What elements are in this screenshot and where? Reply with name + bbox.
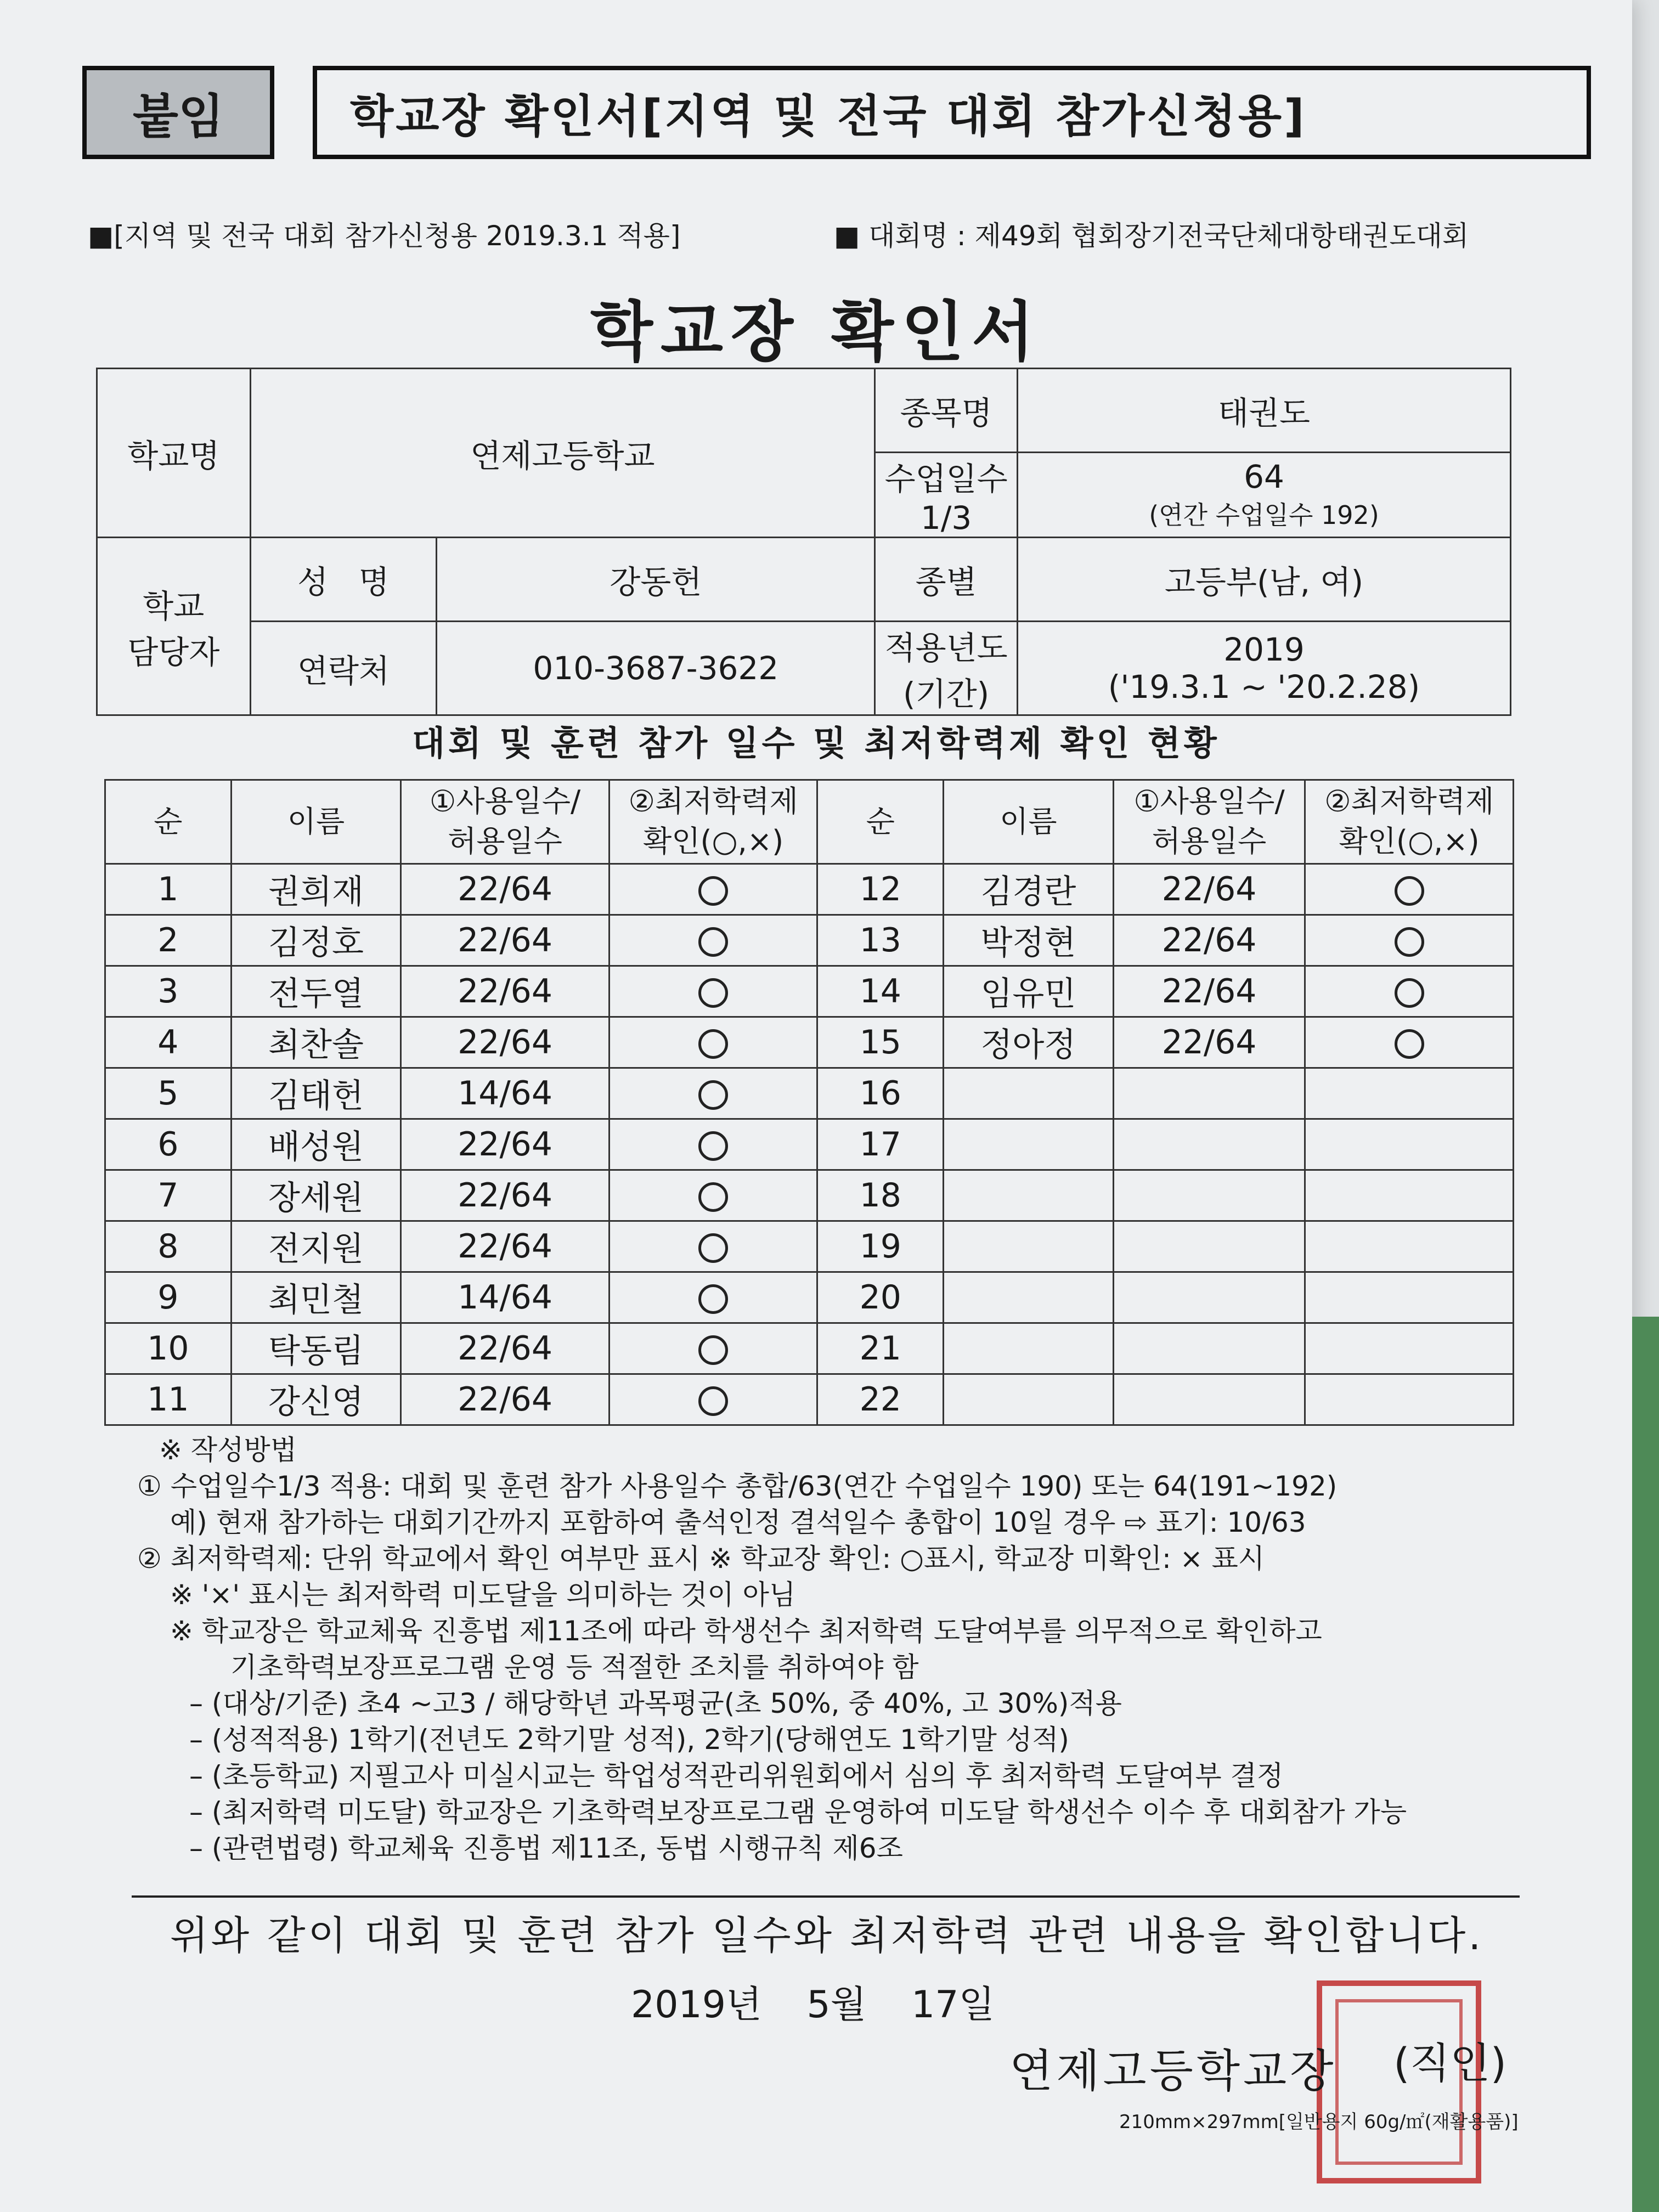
background-edge: [1632, 1317, 1659, 2212]
cell-check: [609, 1221, 817, 1272]
cell-days: 22/64: [401, 1323, 610, 1374]
cell-days: 22/64: [1113, 1017, 1305, 1068]
cell-name: 김경란: [944, 864, 1114, 915]
cell-name: 권희재: [231, 864, 401, 915]
cell-name: 최찬솔: [231, 1017, 401, 1068]
applicability-note: ■[지역 및 전국 대회 참가신청용 2019.3.1 적용]: [88, 220, 681, 252]
contact-label: 연락처: [250, 622, 437, 715]
cell-check: [1305, 1017, 1514, 1068]
header-days-line1: ①사용일수/: [429, 784, 581, 819]
year-label: [875, 622, 1018, 715]
cell-name: 전지원: [231, 1221, 401, 1272]
cell-days: 22/64: [401, 1017, 610, 1068]
roster-header-row: [105, 780, 1514, 864]
cell-check: [609, 966, 817, 1017]
class-days-value: [1018, 453, 1511, 538]
instruction-line: ※ '×' 표시는 최저학력 미도달을 의미하는 것이 아님: [170, 1579, 796, 1611]
circle-mark-icon: [698, 978, 728, 1008]
division-label: 종별: [875, 538, 1018, 622]
instruction-line: 기초학력보장프로그램 운영 등 적절한 조치를 취하여야 함: [230, 1651, 919, 1683]
manager-label-line2: 담당자: [127, 633, 220, 671]
instruction-line: – (초등학교) 지필고사 미실시교는 학업성적관리위원회에서 심의 후 최저학력 도달여부 결정: [189, 1760, 1284, 1792]
instruction-line: 예) 현재 참가하는 대회기간까지 포함하여 출석인정 결석일수 총합이 10일 경우 ⇨ 표기: 10/63: [170, 1506, 1306, 1538]
header-title: 학교장 확인서[지역 및 전국 대회 참가신청용]: [313, 66, 1591, 159]
cell-check: [1305, 864, 1514, 915]
instruction-line: – (대상/기준) 초4 ~고3 / 해당학년 과목평균(초 50%, 중 40%, 고 30%)적용: [189, 1688, 1122, 1719]
participant-roster-table: [104, 779, 1514, 1426]
cell-days: 22/64: [401, 1170, 610, 1221]
cell-name: [944, 1221, 1114, 1272]
cell-name: 김태헌: [231, 1068, 401, 1119]
instruction-line: ※ 학교장은 학교체육 진흥법 제11조에 따라 학생선수 최저학력 도달여부를 의무적으로 확인하고: [170, 1615, 1322, 1647]
cell-check: [1305, 915, 1514, 966]
cell-name: 박정현: [944, 915, 1114, 966]
event-label: 종목명: [875, 369, 1018, 453]
cell-check: [1305, 1221, 1514, 1272]
cell-days: 22/64: [401, 1119, 610, 1170]
table-row: [105, 1323, 1514, 1374]
cell-days: 14/64: [401, 1068, 610, 1119]
cell-check: [609, 1119, 817, 1170]
cell-no: 3: [105, 966, 232, 1017]
instruction-line: – (성적적용) 1학기(전년도 2학기말 성적), 2학기(당해연도 1학기말 성적): [189, 1724, 1069, 1756]
cell-no: 1: [105, 864, 232, 915]
cell-days: 14/64: [401, 1272, 610, 1323]
date-month: 5월: [806, 1983, 867, 2027]
cell-name: 전두열: [231, 966, 401, 1017]
circle-mark-icon: [698, 1029, 728, 1059]
cell-days: [1113, 1272, 1305, 1323]
instruction-line: – (관련법령) 학교체육 진흥법 제11조, 동법 시행규칙 제6조: [189, 1832, 903, 1864]
division-value: 고등부(남, 여): [1018, 538, 1511, 622]
cell-check: [609, 1272, 817, 1323]
cell-days: 22/64: [401, 1374, 610, 1425]
cell-name: [944, 1374, 1114, 1425]
header-no: 순: [817, 780, 944, 864]
circle-mark-icon: [698, 1233, 728, 1263]
cell-name: [944, 1068, 1114, 1119]
header-check-line2: 확인(○,×): [643, 824, 784, 859]
cell-name: 임유민: [944, 966, 1114, 1017]
circle-mark-icon: [1395, 978, 1424, 1008]
header-check: [1305, 780, 1514, 864]
table-row: [105, 966, 1514, 1017]
cell-name: 탁동림: [231, 1323, 401, 1374]
cell-check: [1305, 1068, 1514, 1119]
header-days-line2: 허용일수: [448, 824, 562, 859]
circle-mark-icon: [698, 1080, 728, 1110]
cell-no: 13: [817, 915, 944, 966]
cell-check: [609, 1323, 817, 1374]
cell-no: 22: [817, 1374, 944, 1425]
manager-label-line1: 학교: [143, 587, 205, 625]
cell-no: 16: [817, 1068, 944, 1119]
class-days-label: [875, 453, 1018, 538]
table-row: [105, 1017, 1514, 1068]
instruction-line: ② 최저학력제: 단위 학교에서 확인 여부만 표시 ※ 학교장 확인: ○표시, 학교장 미확인: × 표시: [137, 1543, 1265, 1575]
principal-signature: 연제고등학교장: [1009, 2045, 1337, 2097]
cell-check: [1305, 1323, 1514, 1374]
header-no: 순: [105, 780, 232, 864]
cell-no: 10: [105, 1323, 232, 1374]
cell-check: [609, 864, 817, 915]
instruction-line: – (최저학력 미도달) 학교장은 기초학력보장프로그램 운영하여 미도달 학생선수 이수 후 대회참가 가능: [189, 1796, 1407, 1828]
header-check-line1: ②최저학력제: [1324, 784, 1494, 819]
cell-check: [1305, 1119, 1514, 1170]
table-row: [105, 1068, 1514, 1119]
instruction-line: ※ 작성방법: [159, 1434, 297, 1466]
table-row: [105, 1170, 1514, 1221]
circle-mark-icon: [698, 1386, 728, 1416]
class-days-label-line2: 1/3: [920, 499, 972, 537]
cell-check: [609, 915, 817, 966]
table-row: [105, 1221, 1514, 1272]
header-check-line2: 확인(○,×): [1339, 824, 1480, 859]
instructions: [137, 1432, 1542, 1866]
table-row: [105, 1272, 1514, 1323]
cell-name: [944, 1170, 1114, 1221]
cell-days: [1113, 1119, 1305, 1170]
cell-days: [1113, 1068, 1305, 1119]
date-day: 17일: [911, 1983, 995, 2027]
cell-days: 22/64: [1113, 864, 1305, 915]
cell-no: 18: [817, 1170, 944, 1221]
cell-no: 6: [105, 1119, 232, 1170]
cell-days: 22/64: [1113, 966, 1305, 1017]
class-days-annual: (연간 수업일수 192): [1149, 500, 1379, 530]
cell-no: 15: [817, 1017, 944, 1068]
instruction-line: ① 수업일수1/3 적용: 대회 및 훈련 참가 사용일수 총합/63(연간 수업일수 190) 또는 64(191~192): [137, 1470, 1338, 1502]
school-name-value: 연제고등학교: [250, 369, 875, 538]
cell-name: [944, 1272, 1114, 1323]
cell-days: [1113, 1374, 1305, 1425]
signature-date: [631, 1975, 995, 2028]
year-label-line2: (기간): [903, 675, 990, 713]
date-year: 2019년: [631, 1983, 762, 2027]
circle-mark-icon: [1395, 927, 1424, 957]
section-title: 대회 및 훈련 참가 일수 및 최저학력제 확인 현황: [412, 723, 1220, 763]
document-title: 학교장 확인서: [590, 294, 1042, 370]
cell-check: [609, 1017, 817, 1068]
cell-no: 9: [105, 1272, 232, 1323]
cell-name: 정아정: [944, 1017, 1114, 1068]
cell-days: 22/64: [401, 864, 610, 915]
cell-no: 2: [105, 915, 232, 966]
cell-days: 22/64: [1113, 915, 1305, 966]
table-row: [105, 915, 1514, 966]
cell-no: 17: [817, 1119, 944, 1170]
cell-days: 22/64: [401, 1221, 610, 1272]
attachment-badge: 붙임: [82, 66, 274, 159]
cell-no: 8: [105, 1221, 232, 1272]
manager-name-value: 강동헌: [437, 538, 875, 622]
cell-no: 14: [817, 966, 944, 1017]
table-row: [105, 1119, 1514, 1170]
cell-no: 7: [105, 1170, 232, 1221]
cell-name: 장세원: [231, 1170, 401, 1221]
class-days-label-line1: 수업일수: [884, 460, 1008, 498]
cell-name: [944, 1119, 1114, 1170]
circle-mark-icon: [698, 1131, 728, 1161]
cell-check: [1305, 1374, 1514, 1425]
header-name: 이름: [944, 780, 1114, 864]
circle-mark-icon: [698, 1284, 728, 1314]
cell-name: 배성원: [231, 1119, 401, 1170]
cell-no: 20: [817, 1272, 944, 1323]
cell-no: 11: [105, 1374, 232, 1425]
header-name: 이름: [231, 780, 401, 864]
event-value: 태권도: [1018, 369, 1511, 453]
header-check-line1: ②최저학력제: [628, 784, 798, 819]
cell-no: 19: [817, 1221, 944, 1272]
divider: [132, 1895, 1520, 1898]
manager-label: [97, 538, 251, 715]
header-days: [1113, 780, 1305, 864]
year-label-line1: 적용년도: [884, 629, 1008, 667]
circle-mark-icon: [698, 1335, 728, 1365]
cell-check: [609, 1068, 817, 1119]
cell-check: [1305, 1170, 1514, 1221]
manager-name-label: 성 명: [250, 538, 437, 622]
cell-no: 5: [105, 1068, 232, 1119]
circle-mark-icon: [1395, 1029, 1424, 1059]
header-days-line1: ①사용일수/: [1133, 784, 1285, 819]
competition-name: ■ 대회명 : 제49회 협회장기전국단체대항태권도대회: [834, 220, 1469, 252]
school-info-table: [96, 368, 1511, 716]
year-value: [1018, 622, 1511, 715]
cell-no: 4: [105, 1017, 232, 1068]
cell-check: [609, 1170, 817, 1221]
cell-days: [1113, 1323, 1305, 1374]
cell-name: 김정호: [231, 915, 401, 966]
cell-days: 22/64: [401, 915, 610, 966]
cell-check: [1305, 1272, 1514, 1323]
cell-days: 22/64: [401, 966, 610, 1017]
circle-mark-icon: [1395, 876, 1424, 906]
cell-no: 12: [817, 864, 944, 915]
circle-mark-icon: [698, 876, 728, 906]
school-name-label: 학교명: [97, 369, 251, 538]
header-days: [401, 780, 610, 864]
cell-check: [609, 1374, 817, 1425]
seal-label: (직인): [1393, 2039, 1507, 2087]
cell-days: [1113, 1170, 1305, 1221]
cell-name: 최민철: [231, 1272, 401, 1323]
cell-check: [1305, 966, 1514, 1017]
class-days-number: 64: [1244, 458, 1284, 495]
document-header: [82, 66, 1509, 165]
confirmation-statement: 위와 같이 대회 및 훈련 참가 일수와 최저학력 관련 내용을 확인합니다.: [170, 1912, 1484, 1959]
header-check: [609, 780, 817, 864]
table-row: [105, 864, 1514, 915]
circle-mark-icon: [698, 927, 728, 957]
cell-name: 강신영: [231, 1374, 401, 1425]
cell-name: [944, 1323, 1114, 1374]
circle-mark-icon: [698, 1182, 728, 1212]
table-row: [105, 1374, 1514, 1425]
cell-no: 21: [817, 1323, 944, 1374]
cell-days: [1113, 1221, 1305, 1272]
header-days-line2: 허용일수: [1152, 824, 1267, 859]
paper-spec-footnote: 210mm×297mm[일반용지 60g/㎡(재활용품)]: [1119, 2111, 1519, 2133]
contact-value: 010-3687-3622: [437, 622, 875, 715]
year-period: ('19.3.1 ~ '20.2.28): [1108, 668, 1420, 706]
year-number: 2019: [1223, 631, 1305, 668]
